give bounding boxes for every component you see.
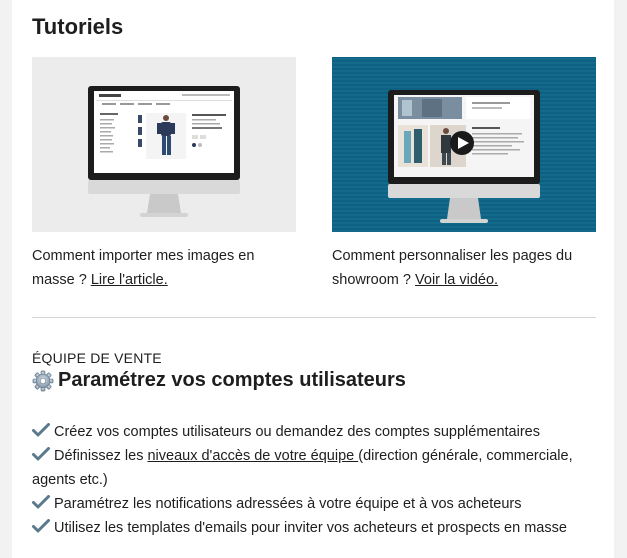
checkmark-icon (32, 519, 50, 533)
tutorial-caption-showroom (332, 244, 596, 292)
section-kicker: ÉQUIPE DE VENTE (32, 350, 162, 366)
section-heading-text: Paramétrez vos comptes utilisateurs (58, 369, 406, 391)
list-item (32, 420, 596, 444)
gear-icon (32, 370, 54, 392)
list-item (32, 516, 596, 540)
tutorial-card-import-images (32, 57, 296, 292)
list-item-text: (direction générale, commerciale, agents etc.) (32, 448, 573, 488)
list-item-text: Paramétrez les notifications adressées à votre équipe et à vos acheteurs (54, 496, 522, 512)
read-article-link[interactable]: Lire l'article. (90, 272, 168, 288)
list-item (32, 492, 596, 516)
tutorial-thumbnail-import[interactable] (32, 57, 296, 232)
list-item-text: Définissez les (54, 448, 148, 464)
checkmark-icon (32, 447, 50, 461)
tutorial-text-showroom: Comment personnaliser les pages du showroom ? (332, 248, 573, 288)
checkmark-icon (32, 495, 50, 509)
email-body (12, 0, 614, 558)
access-levels-link[interactable]: niveaux d'accès de votre équipe (147, 448, 359, 464)
tutorial-caption-import (32, 244, 296, 292)
section-divider (32, 317, 596, 318)
list-item (32, 444, 596, 492)
desktop-monitor-icon (32, 57, 296, 232)
checklist (32, 420, 596, 540)
section-heading-users (32, 369, 406, 392)
list-item-text: Utilisez les templates d'emails pour inviter vos acheteurs et prospects en masse (54, 520, 567, 536)
checkmark-icon (32, 423, 50, 437)
section-title-tutorials: Tutoriels (32, 14, 124, 39)
list-item-text: Créez vos comptes utilisateurs ou demandez des comptes supplémentaires (54, 424, 540, 440)
play-icon[interactable] (450, 131, 474, 155)
tutorial-thumbnail-showroom[interactable] (332, 57, 596, 232)
tutorial-text-import: Comment importer mes images en masse ? (32, 248, 255, 288)
watch-video-link[interactable]: Voir la vidéo. (415, 272, 499, 288)
tutorial-card-showroom (332, 57, 596, 292)
